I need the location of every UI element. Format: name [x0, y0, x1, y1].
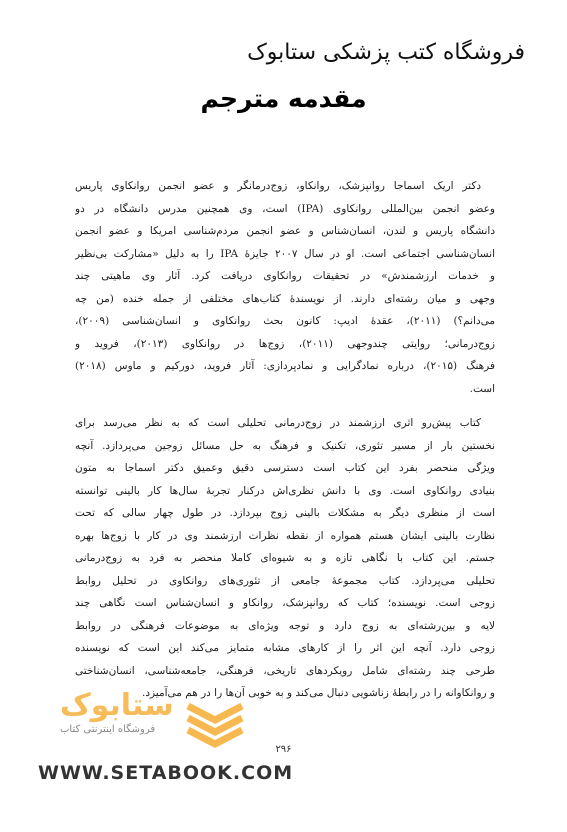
- text-line: دکتر اریک اسماجا روانپزشک، روانکاو، زوج‌درمانگر و عضو انجمن روانکاوی پاریس: [75, 180, 481, 192]
- logo-subtitle: فروشگاه اینترنتی کتاب: [60, 724, 156, 735]
- text-line: نخستین بار از مسیر تئوری، تکنیک و فرهنگ به حل مسائل زوجین می‌پردازد. آنچه: [75, 439, 495, 452]
- text-line: ویژگی منحصر بفرد این کتاب است دسترسی دقیق وعمیق دکتر اسماجا به متون: [75, 462, 495, 474]
- text-line: فرهنگ (۲۰۱۵)، درباره نمادگرایی و نمادپردازی: آثار فروید، دورکیم و ماوس (۲۰۱۸): [75, 360, 495, 372]
- paragraph-2: [75, 412, 495, 705]
- page-number: ۲۹۶: [275, 744, 292, 755]
- text-line: کتاب پیش‌رو اثری ارزشمند در زوج‌درمانی تحلیلی است که به نظر می‌رسد برای: [75, 417, 481, 429]
- book-stack-icon: [180, 688, 250, 748]
- body-text: [75, 175, 495, 705]
- text-line: زوجی دارد. آنچه این اثر را از کارهای مشابه متمایز می‌کند این است که نویسنده: [75, 642, 495, 654]
- text-line: نظارت بالینی ایشان هستم همواره از نقطه نظرات ارزشمند وی در کار با زوج‌ها بهره: [75, 529, 495, 542]
- text-line: دانشگاه پاریس و لندن، انسان‌شناس و عضو انجمن مردم‌شناسی امریکا و عضو انجمن: [75, 225, 495, 237]
- paragraph-1: [75, 175, 495, 400]
- text-line: زوج‌درمانی؛ روایتی چندوجهی (۲۰۱۱)، زوج‌ها در روانکاوی (۲۰۱۳)، فروید و: [75, 337, 495, 350]
- page-title: مقدمه مترجم: [200, 84, 367, 113]
- text-line: وجهی و میان رشته‌ای دارند. از نویسندهٔ کتاب‌های مختلفی از جمله خنده (من چه: [75, 292, 495, 305]
- text-line: است از منظری دیگر به مشکلات بالینی زوج بپردازد. در طول چهار سالی که تحت: [75, 507, 495, 519]
- text-line: تحلیلی می‌پردازد. کتاب مجموعهٔ جامعی از تئوری‌های روانکاوی در تحلیل روابط: [75, 574, 495, 587]
- text-line: وعضو انجمن بین‌المللی روانکاوی (IPA) است، وی همچنین مدرس دانشگاه در دو: [75, 202, 495, 215]
- text-line: انسان‌شناسی اجتماعی است. او در سال ۲۰۰۷ جایزهٔ IPA را به دلیل «مشارکت بی‌نظیر: [75, 247, 495, 260]
- text-line: جستم. این کتاب با نگاهی تازه و به شیوه‌ای کاملا منحصر به فرد به زوج‌درمانی: [75, 552, 495, 564]
- watermark-logo: [40, 688, 280, 748]
- text-line: و خدمات ارزشمندش» در تحقیقات روانکاوی دریافت کرد. آثار وی ماهیتی چند: [75, 270, 495, 282]
- text-line: طرحی چند رشته‌ای شامل رویکردهای تاریخی، فرهنگی، جامعه‌شناسی، انسان‌شناختی: [75, 664, 495, 677]
- text-line: لایه و بین‌رشته‌ای به زوج دارد و توجه ویژه‌ای به موضوعات فرهنگی در روابط: [75, 619, 495, 632]
- watermark-url: WWW.SETABOOK.COM: [38, 762, 294, 784]
- text-line: زوجی است. نویسنده؛ کتاب که روانپزشک، روانکاو و انسان‌شناس است نگاهی چند: [75, 597, 495, 609]
- store-title: فروشگاه کتب پزشکی ستابوک: [247, 40, 525, 65]
- text-line: و روانکاوانه را در رابطهٔ زناشویی دنبال می‌کند و به خوبی آن‌ها را در هم می‌آمیزد.: [141, 687, 495, 699]
- text-line: است.: [469, 382, 495, 395]
- text-line: بنیادی روانکاوی است. وی با دانش نظری‌اش درکنار تجربهٔ سال‌ها کار بالینی توانسته: [75, 484, 495, 497]
- text-line: می‌دانم؟) (۲۰۱۱)، عقدهٔ ادیپ: کانون بحث روانکاوی و انسان‌شناسی (۲۰۰۹)،: [75, 315, 495, 327]
- logo-wordmark: ستابوک: [60, 688, 174, 723]
